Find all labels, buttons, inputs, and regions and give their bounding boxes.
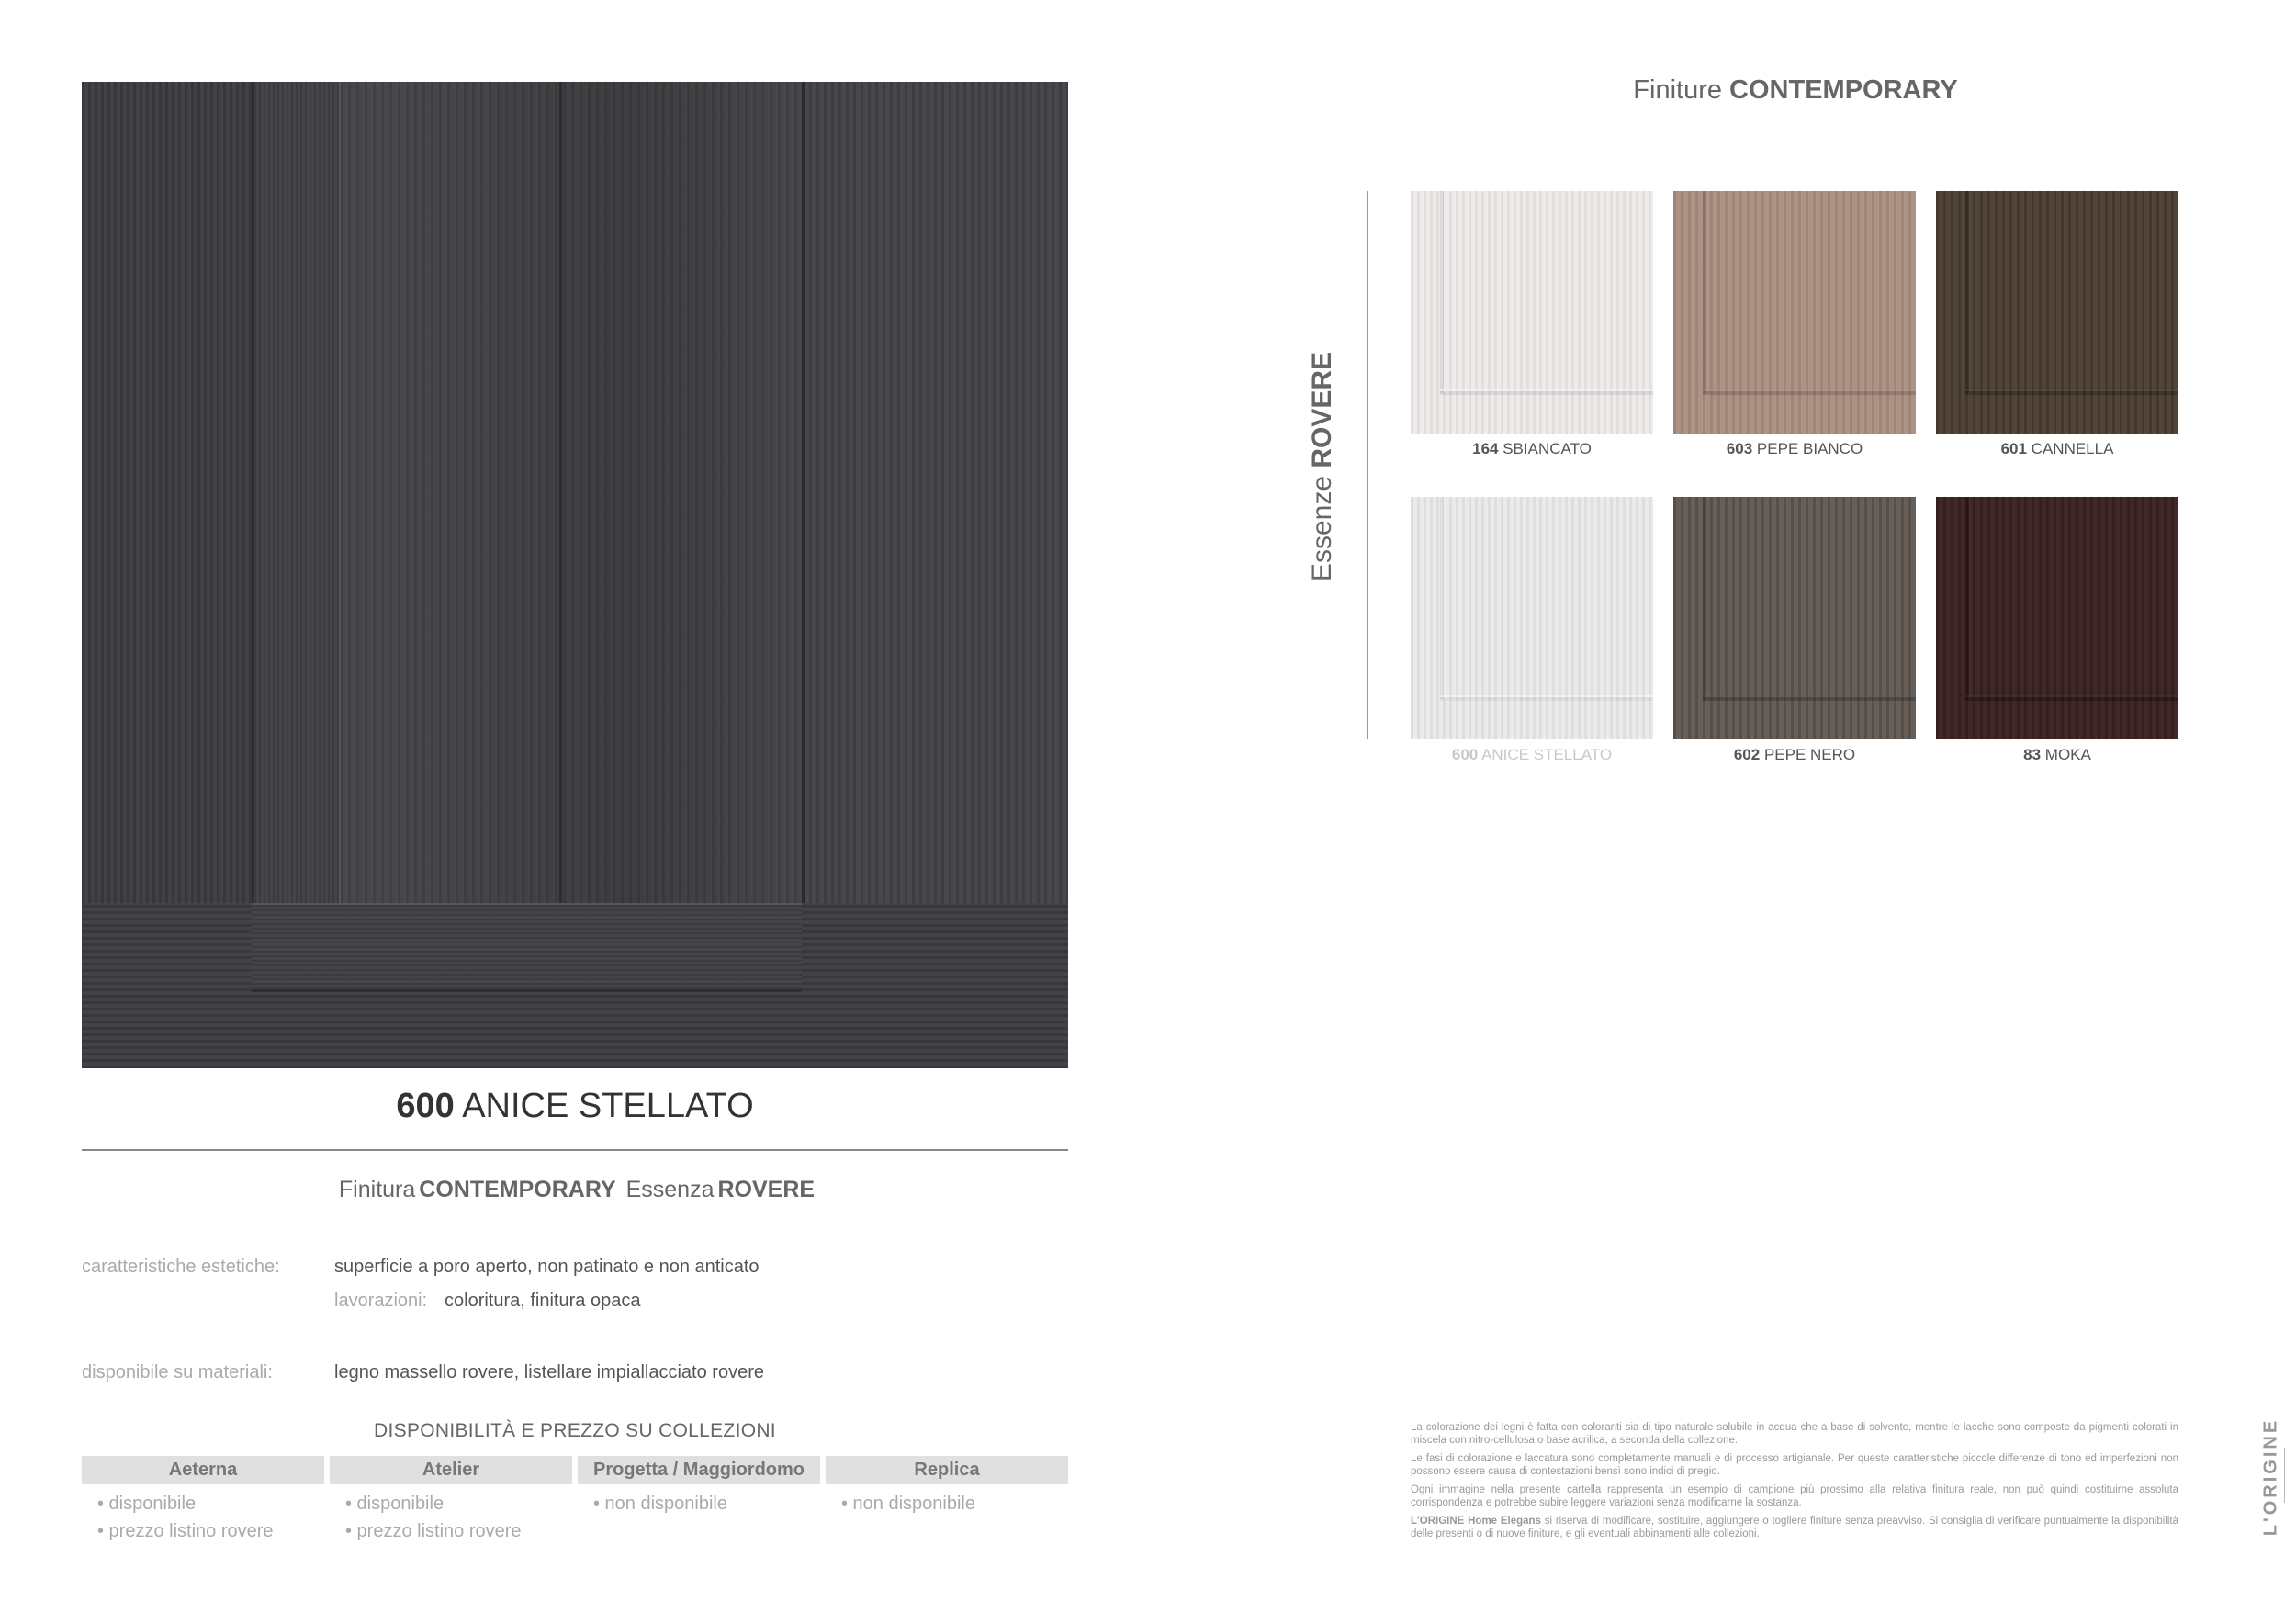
product-code: 600 bbox=[396, 1087, 455, 1125]
disclaimer-paragraph bbox=[1411, 1515, 2178, 1540]
finish-subtitle bbox=[82, 1177, 1068, 1203]
disclaimer-brand: L'ORIGINE Home Elegans bbox=[1411, 1516, 1541, 1527]
disclaimer-paragraph: Ogni immagine nella presente cartella rappresenta un esempio di campione più prossimo alla relativa finitura reale, non può quindi costituirne assoluta corrispondenza e potrebbe subire leggere variazioni senza modificarne la sostanza. bbox=[1411, 1484, 2178, 1508]
aesthetic-value: superficie a poro aperto, non patinato e non anticato bbox=[334, 1257, 760, 1277]
product-name: ANICE STELLATO bbox=[462, 1087, 754, 1125]
swatch-code: 164 bbox=[1472, 440, 1499, 457]
brand-signature-mark bbox=[2284, 1448, 2296, 1503]
materials-value: legno massello rovere, listellare impiallacciato rovere bbox=[334, 1362, 764, 1382]
swatch-code: 602 bbox=[1733, 746, 1761, 763]
collection-column bbox=[82, 1456, 324, 1545]
finish-sample-image bbox=[82, 82, 1068, 1068]
collection-item: • prezzo listino rovere bbox=[97, 1521, 274, 1541]
disclaimer bbox=[1411, 1421, 2178, 1546]
swatch-602-pepe-nero bbox=[1673, 497, 1916, 739]
swatch-601-cannella bbox=[1936, 191, 2178, 434]
collection-item: • non disponibile bbox=[841, 1494, 975, 1514]
swatch-label-current bbox=[1411, 746, 1653, 764]
swatch-name: CANNELLA bbox=[2031, 440, 2114, 457]
aesthetic-label: caratteristiche estetiche: bbox=[82, 1257, 280, 1277]
swatch-label bbox=[1673, 440, 1916, 458]
swatch-83-moka bbox=[1936, 497, 2178, 739]
collection-item: • prezzo listino rovere bbox=[345, 1521, 522, 1541]
finishes-title bbox=[1359, 75, 2232, 106]
essence-divider bbox=[1367, 191, 1368, 739]
collection-header: Replica bbox=[826, 1456, 1068, 1484]
swatch-name: SBIANCATO bbox=[1503, 440, 1592, 457]
collection-item: • disponibile bbox=[97, 1494, 197, 1514]
collection-column bbox=[330, 1456, 572, 1545]
product-title bbox=[82, 1087, 1068, 1126]
finishes-title-prefix: Finiture bbox=[1633, 75, 1722, 105]
swatch-label bbox=[1936, 440, 2178, 458]
swatch-code: 83 bbox=[2023, 746, 2042, 763]
finish-value: CONTEMPORARY bbox=[419, 1177, 616, 1202]
disclaimer-text: si riserva di modificare, sostituire, aggiungere o togliere finiture senza preavviso. Si consiglia di verificare puntualmente la disponibilità delle presenti o di nuove finiture, e gli eventuali abbinamenti alle collezioni. bbox=[1411, 1516, 2179, 1539]
swatch-code: 600 bbox=[1451, 746, 1479, 763]
collection-header: Aeterna bbox=[82, 1456, 324, 1484]
swatch-code: 603 bbox=[1726, 440, 1753, 457]
disclaimer-paragraph: La colorazione dei legni è fatta con coloranti sia di tipo naturale solubile in acqua che a base di solvente, mentre le lacche sono composte da pigmenti colorati in miscela con nitro-cellulosa o base acrilica, a seconda della collezione. bbox=[1411, 1422, 2178, 1446]
disclaimer-paragraph: Le fasi di colorazione e laccatura sono completamente manuali e di processo artigianale. Per queste caratteristiche piccole differenze di tono ed imperfezioni non possono essere causa di contestazioni bensì sono indici di pregio. bbox=[1411, 1453, 2178, 1477]
swatch-label bbox=[1411, 440, 1653, 458]
processing-label: lavorazioni: bbox=[334, 1291, 428, 1311]
collection-item: • non disponibile bbox=[593, 1494, 727, 1514]
door-molding-horizontal bbox=[252, 903, 802, 992]
materials-label: disponibile su materiali: bbox=[82, 1362, 273, 1382]
swatch-name: PEPE BIANCO bbox=[1756, 440, 1863, 457]
swatch-603-pepe-bianco bbox=[1673, 191, 1916, 434]
panel-seam bbox=[802, 82, 805, 903]
swatch-label bbox=[1673, 746, 1916, 764]
swatch-code: 601 bbox=[2000, 440, 2027, 457]
finishes-title-value: CONTEMPORARY bbox=[1729, 75, 1958, 105]
processing-value: coloritura, finitura opaca bbox=[445, 1291, 641, 1311]
swatch-164-sbiancato bbox=[1411, 191, 1653, 434]
essence-label-value: ROVERE bbox=[1307, 351, 1337, 468]
swatch-600-anice-stellato bbox=[1411, 497, 1653, 739]
essence-label-prefix: Essenze bbox=[1307, 475, 1337, 582]
swatch-name: ANICE STELLATO bbox=[1481, 746, 1613, 763]
availability-title: DISPONIBILITÀ E PREZZO SU COLLEZIONI bbox=[374, 1420, 776, 1441]
collection-item: • disponibile bbox=[345, 1494, 445, 1514]
panel-seam bbox=[559, 82, 562, 903]
brand-logo-text: L'ORIGINE bbox=[2260, 1417, 2281, 1537]
collection-column bbox=[578, 1456, 820, 1545]
essence-prefix: Essenza bbox=[625, 1177, 715, 1202]
essence-value: ROVERE bbox=[717, 1177, 816, 1202]
collections-table bbox=[82, 1456, 1068, 1545]
swatch-label bbox=[1936, 746, 2178, 764]
swatch-name: PEPE NERO bbox=[1763, 746, 1856, 763]
swatch-name: MOKA bbox=[2044, 746, 2091, 763]
collection-header: Progetta / Maggiordomo bbox=[578, 1456, 820, 1484]
collection-header: Atelier bbox=[330, 1456, 572, 1484]
divider bbox=[82, 1149, 1068, 1151]
finish-prefix: Finitura bbox=[338, 1177, 416, 1202]
collection-column bbox=[826, 1456, 1068, 1545]
door-molding-vertical bbox=[252, 82, 341, 903]
